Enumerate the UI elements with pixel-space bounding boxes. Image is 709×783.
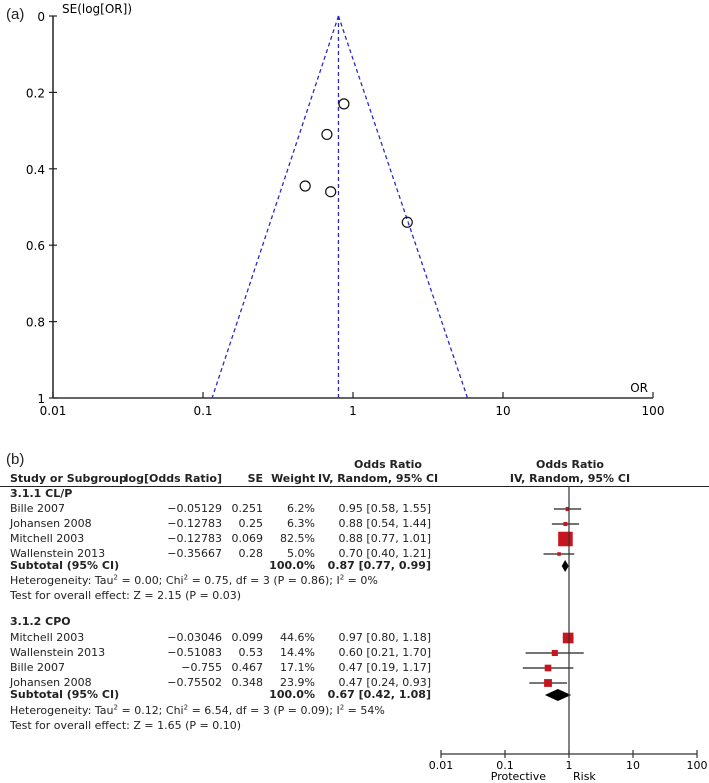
ci-value: 0.47 [0.24, 0.93] <box>338 676 431 689</box>
group-title: 3.1.1 CL/P <box>10 487 73 500</box>
header-or-top: Odds Ratio <box>354 458 422 471</box>
weight-value: 23.9% <box>280 676 315 689</box>
weight-value: 14.4% <box>280 646 315 659</box>
weight-value: 44.6% <box>280 631 315 644</box>
ci-value: 0.88 [0.77, 1.01] <box>338 532 431 545</box>
logor-value: −0.75502 <box>167 676 222 689</box>
heterogeneity-text: Heterogeneity: Tau$^2$ = 0.00; Chi$^2$ = 0.75, df = 3 (P = 0.86); $I^2 = 0\%$ <box>10 573 378 587</box>
study-name: Mitchell 2003 <box>10 532 85 545</box>
header-plot-bottom: IV, Random, 95% CI <box>509 472 631 485</box>
svg-text:0.8: 0.8 <box>25 315 45 330</box>
ci-value: 0.70 [0.40, 1.21] <box>338 547 431 560</box>
svg-text:100: 100 <box>641 404 665 418</box>
svg-text:0.01: 0.01 <box>39 404 67 418</box>
study-name: Mitchell 2003 <box>10 631 85 644</box>
svg-text:0.2: 0.2 <box>25 86 45 101</box>
se-value: 0.069 <box>231 532 263 545</box>
logor-value: −0.35667 <box>167 547 222 560</box>
study-name: Wallenstein 2013 <box>10 547 106 560</box>
svg-text:0: 0 <box>37 10 45 24</box>
weight-value: 6.2% <box>287 502 315 515</box>
svg-text:0.6: 0.6 <box>25 239 45 254</box>
heterogeneity-text: Heterogeneity: Tau$^2$ = 0.12; Chi$^2$ = 6.54, df = 3 (P = 0.09); $I^2 = 54\%$ <box>10 703 385 717</box>
study-name: Bille 2007 <box>10 502 65 515</box>
svg-text:0.01: 0.01 <box>428 759 454 772</box>
overall-effect-text: Test for overall effect: Z = 1.65 (P = 0.10) <box>10 719 241 732</box>
study-name: Bille 2007 <box>10 661 65 674</box>
logor-value: −0.03046 <box>167 631 222 644</box>
se-value: 0.25 <box>238 517 263 530</box>
funnel-y-axis-label: SE(log[OR]) <box>62 2 133 16</box>
logor-value: −0.755 <box>181 661 222 674</box>
header-divider <box>0 486 709 487</box>
header-study: Study or Subgroup <box>10 472 127 485</box>
svg-text:0.1: 0.1 <box>496 759 514 772</box>
study-name: Johansen 2008 <box>10 676 92 689</box>
svg-text:1: 1 <box>349 404 357 418</box>
svg-text:10: 10 <box>495 404 511 418</box>
logor-value: −0.12783 <box>167 517 222 530</box>
header-se: SE <box>247 472 263 485</box>
weight-value: 17.1% <box>280 661 315 674</box>
ci-value: 0.95 [0.58, 1.55] <box>338 502 431 515</box>
panel-b-label: (b) <box>6 451 25 468</box>
overall-effect-text: Test for overall effect: Z = 2.15 (P = 0.03) <box>10 589 241 602</box>
svg-text:100: 100 <box>686 759 708 772</box>
favours-left-label: Protective <box>490 770 546 783</box>
header-logor: log[Odds Ratio] <box>124 472 222 485</box>
panel-a-label: (a) <box>6 6 25 23</box>
svg-text:0.1: 0.1 <box>193 404 213 418</box>
ci-value: 0.97 [0.80, 1.18] <box>338 631 431 644</box>
svg-text:1: 1 <box>565 759 573 772</box>
subtotal-weight: 100.0% <box>269 559 315 572</box>
weight-value: 5.0% <box>287 547 315 560</box>
ci-value: 0.88 [0.54, 1.44] <box>338 517 431 530</box>
subtotal-ci: 0.87 [0.77, 0.99] <box>327 559 431 572</box>
favours-right-label: Risk <box>573 770 596 783</box>
weight-value: 6.3% <box>287 517 315 530</box>
header-weight: Weight <box>271 472 315 485</box>
subtotal-ci: 0.67 [0.42, 1.08] <box>327 688 431 701</box>
svg-text:0.4: 0.4 <box>25 162 45 177</box>
logor-value: −0.51083 <box>167 646 222 659</box>
header-plot-top: Odds Ratio <box>536 458 604 471</box>
svg-text:1: 1 <box>37 392 45 406</box>
study-name: Johansen 2008 <box>10 517 92 530</box>
subtotal-label: Subtotal (95% CI) <box>10 559 120 572</box>
weight-value: 82.5% <box>280 532 315 545</box>
se-value: 0.467 <box>231 661 263 674</box>
study-name: Wallenstein 2013 <box>10 646 106 659</box>
group-title: 3.1.2 CPO <box>10 615 71 628</box>
logor-value: −0.05129 <box>167 502 222 515</box>
header-or-bottom: IV, Random, 95% CI <box>318 472 439 485</box>
funnel-x-axis-label: OR <box>630 381 648 395</box>
subtotal-weight: 100.0% <box>269 688 315 701</box>
ci-value: 0.60 [0.21, 1.70] <box>338 646 431 659</box>
se-value: 0.28 <box>238 547 263 560</box>
subtotal-label: Subtotal (95% CI) <box>10 688 120 701</box>
svg-text:10: 10 <box>626 759 640 772</box>
logor-value: −0.12783 <box>167 532 222 545</box>
se-value: 0.53 <box>238 646 263 659</box>
se-value: 0.099 <box>231 631 263 644</box>
ci-value: 0.47 [0.19, 1.17] <box>338 661 431 674</box>
se-value: 0.251 <box>231 502 263 515</box>
se-value: 0.348 <box>231 676 263 689</box>
